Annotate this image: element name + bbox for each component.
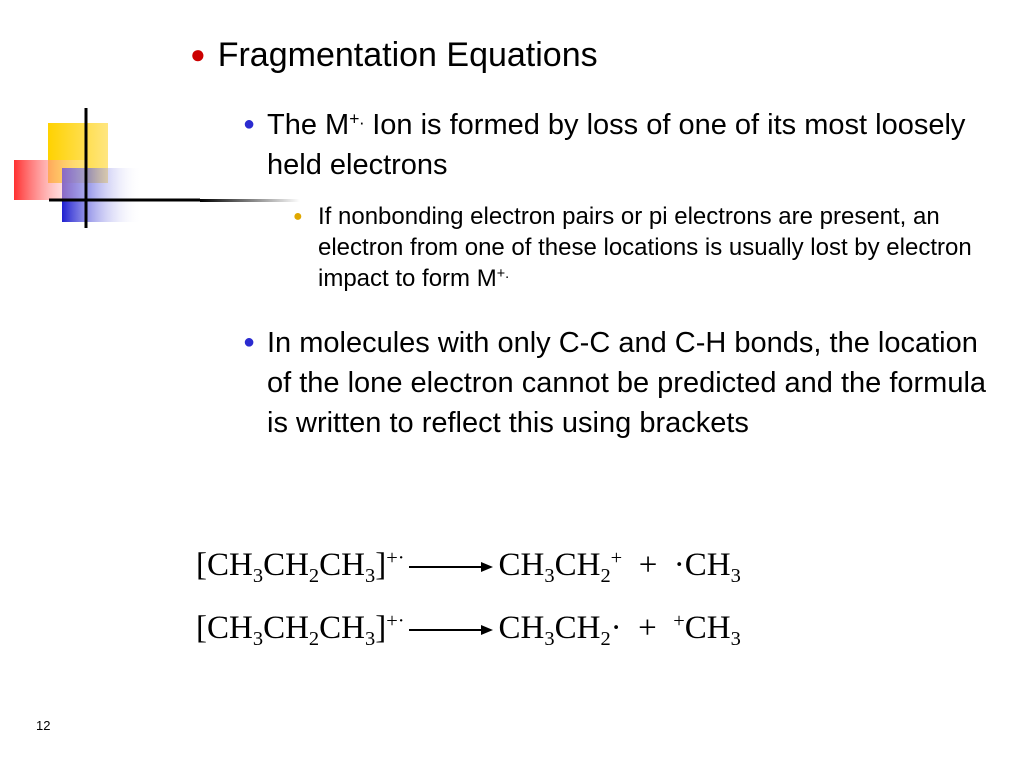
- header-rule: [200, 199, 300, 202]
- reaction-arrow-icon: [409, 560, 493, 574]
- equation-1: [196, 543, 741, 587]
- equation-products: $CH_3CH_2\cdot + ^+CH_3$: [498, 609, 741, 651]
- equation-products: $CH_3CH_2^+ + \cdot CH_3$: [498, 546, 741, 588]
- bullet-1: ● The M+. Ion is formed by loss of one of its most loosely held electrons: [243, 105, 1003, 185]
- page-number: 12: [36, 718, 51, 733]
- bullet-2: ● In molecules with only C-C and C-H bonds, the location of the lone electron cannot be predicted and the formula is written to reflect this using brackets: [243, 323, 1003, 443]
- equation-reactant: $[CH_3CH_2CH_3]^{+\cdot}$: [196, 609, 405, 651]
- title-bullet-icon: ●: [190, 39, 206, 69]
- slide-title: ● Fragmentation Equations: [190, 36, 598, 74]
- bullet-icon: ●: [243, 113, 256, 135]
- reaction-arrow-icon: [409, 623, 493, 637]
- sub-bullet-1: ● If nonbonding electron pairs or pi electrons are present, an electron from one of these locations is usually lost by electron impact to form M+.: [293, 203, 972, 292]
- equation-2: [196, 606, 741, 650]
- equation-reactant: $[CH_3CH_2CH_3]^{+\cdot}$: [196, 546, 405, 588]
- sub-bullet-icon: ●: [293, 208, 303, 225]
- bullet-icon: ●: [243, 331, 256, 353]
- decorative-corner-graphic: [0, 0, 200, 240]
